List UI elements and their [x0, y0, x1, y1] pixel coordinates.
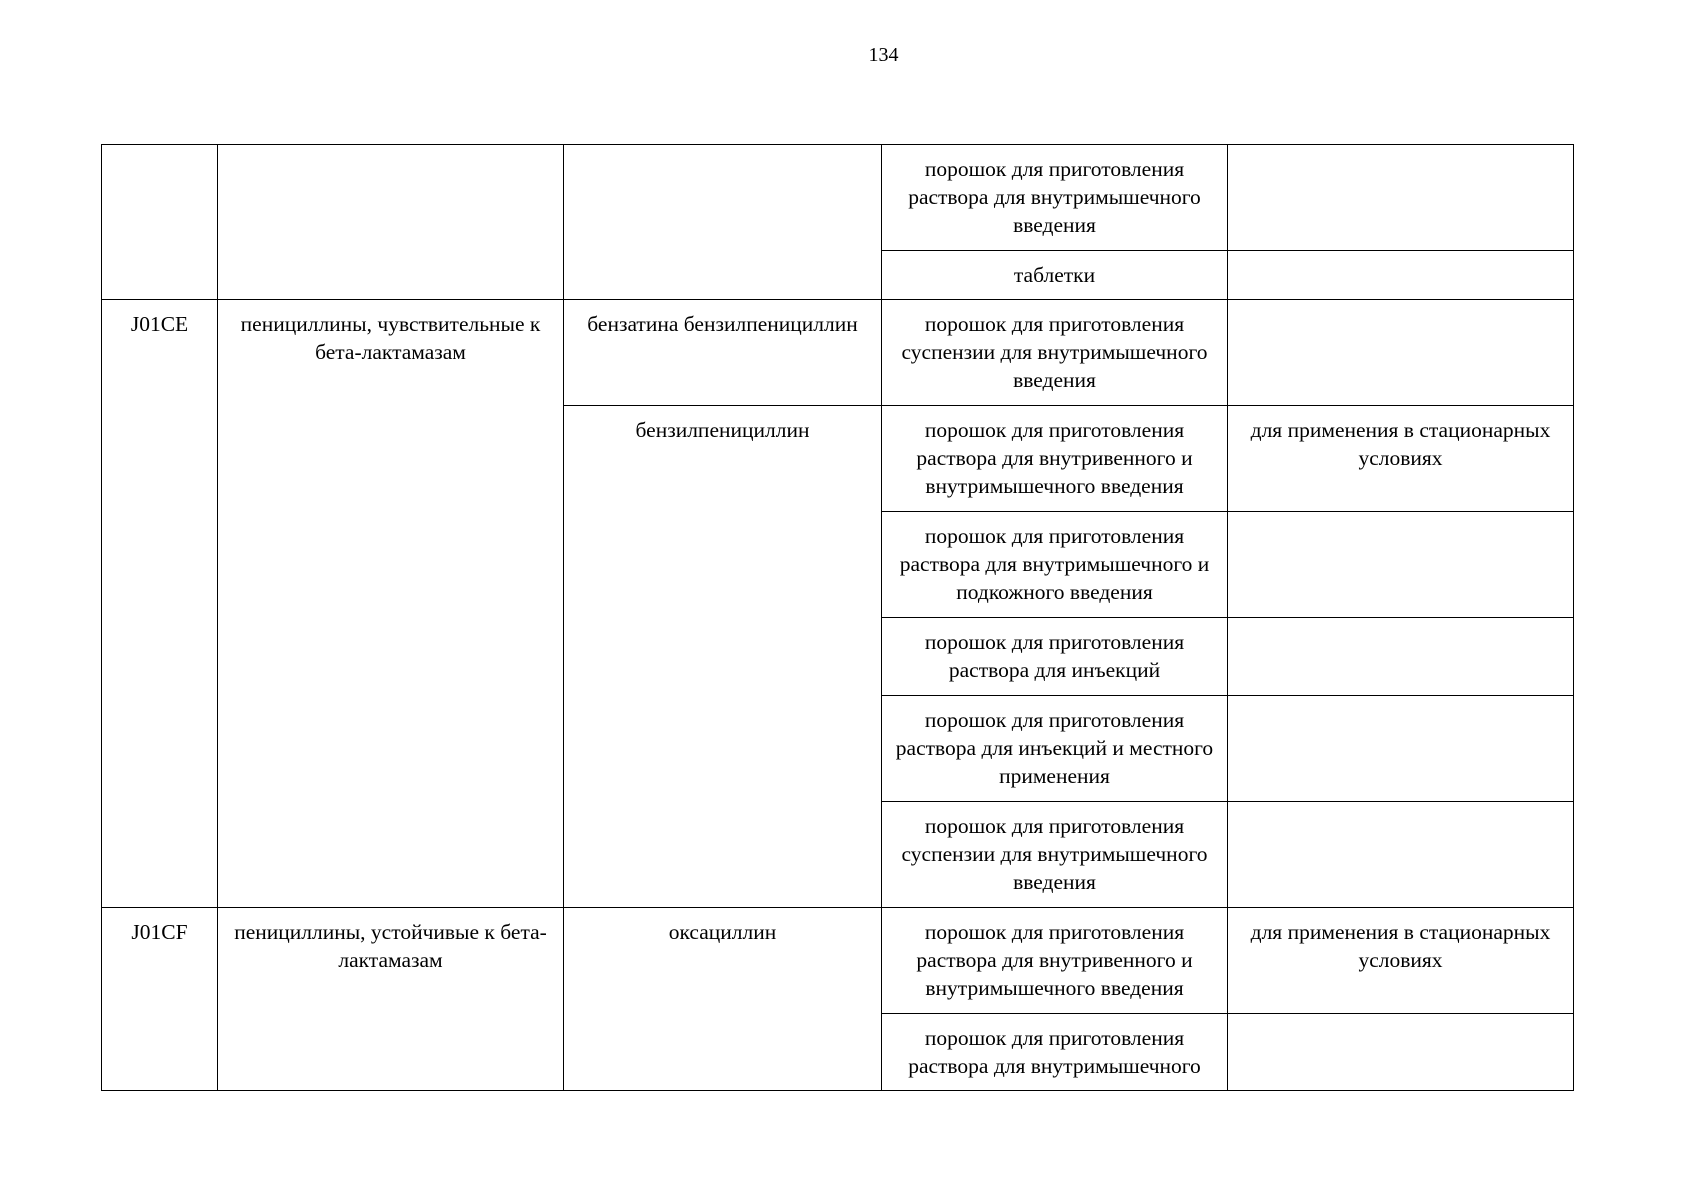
group-cell-empty — [218, 145, 564, 300]
note-cell — [1228, 145, 1574, 251]
form-cell: порошок для приготовления раствора для инъекций и местного применения — [882, 696, 1228, 802]
note-cell — [1228, 618, 1574, 696]
table-row — [102, 145, 1574, 251]
note-cell: для применения в стационарных условиях — [1228, 908, 1574, 1014]
drug-name-cell: оксациллин — [564, 908, 882, 1091]
note-cell — [1228, 1014, 1574, 1091]
note-cell — [1228, 251, 1574, 300]
form-cell: порошок для приготовления раствора для внутривенного и внутримышечного введения — [882, 406, 1228, 512]
drug-list-table — [101, 144, 1574, 1091]
note-cell — [1228, 802, 1574, 908]
note-cell — [1228, 512, 1574, 618]
table-row — [102, 908, 1574, 1014]
drug-name-cell: бензатина бензилпенициллин — [564, 300, 882, 406]
page-number: 134 — [868, 44, 899, 66]
form-cell: порошок для приготовления раствора для внутримышечного введения — [882, 145, 1228, 251]
form-cell: порошок для приготовления раствора для внутримышечного и подкожного введения — [882, 512, 1228, 618]
form-cell: порошок для приготовления раствора для внутримышечного — [882, 1014, 1228, 1091]
atc-code-cell: J01CE — [102, 300, 218, 908]
form-cell: таблетки — [882, 251, 1228, 300]
group-name-cell: пенициллины, чувствительные к бета-лактамазам — [218, 300, 564, 908]
group-name-cell: пенициллины, устойчивые к бета-лактамазам — [218, 908, 564, 1091]
atc-code-cell: J01CF — [102, 908, 218, 1091]
note-cell — [1228, 300, 1574, 406]
note-cell: для применения в стационарных условиях — [1228, 406, 1574, 512]
note-cell — [1228, 696, 1574, 802]
code-cell-empty — [102, 145, 218, 300]
form-cell: порошок для приготовления раствора для внутривенного и внутримышечного введения — [882, 908, 1228, 1014]
drug-name-cell: бензилпенициллин — [564, 406, 882, 908]
table-row — [102, 300, 1574, 406]
form-cell: порошок для приготовления раствора для инъекций — [882, 618, 1228, 696]
form-cell: порошок для приготовления суспензии для внутримышечного введения — [882, 802, 1228, 908]
drug-cell-empty — [564, 145, 882, 300]
form-cell: порошок для приготовления суспензии для внутримышечного введения — [882, 300, 1228, 406]
